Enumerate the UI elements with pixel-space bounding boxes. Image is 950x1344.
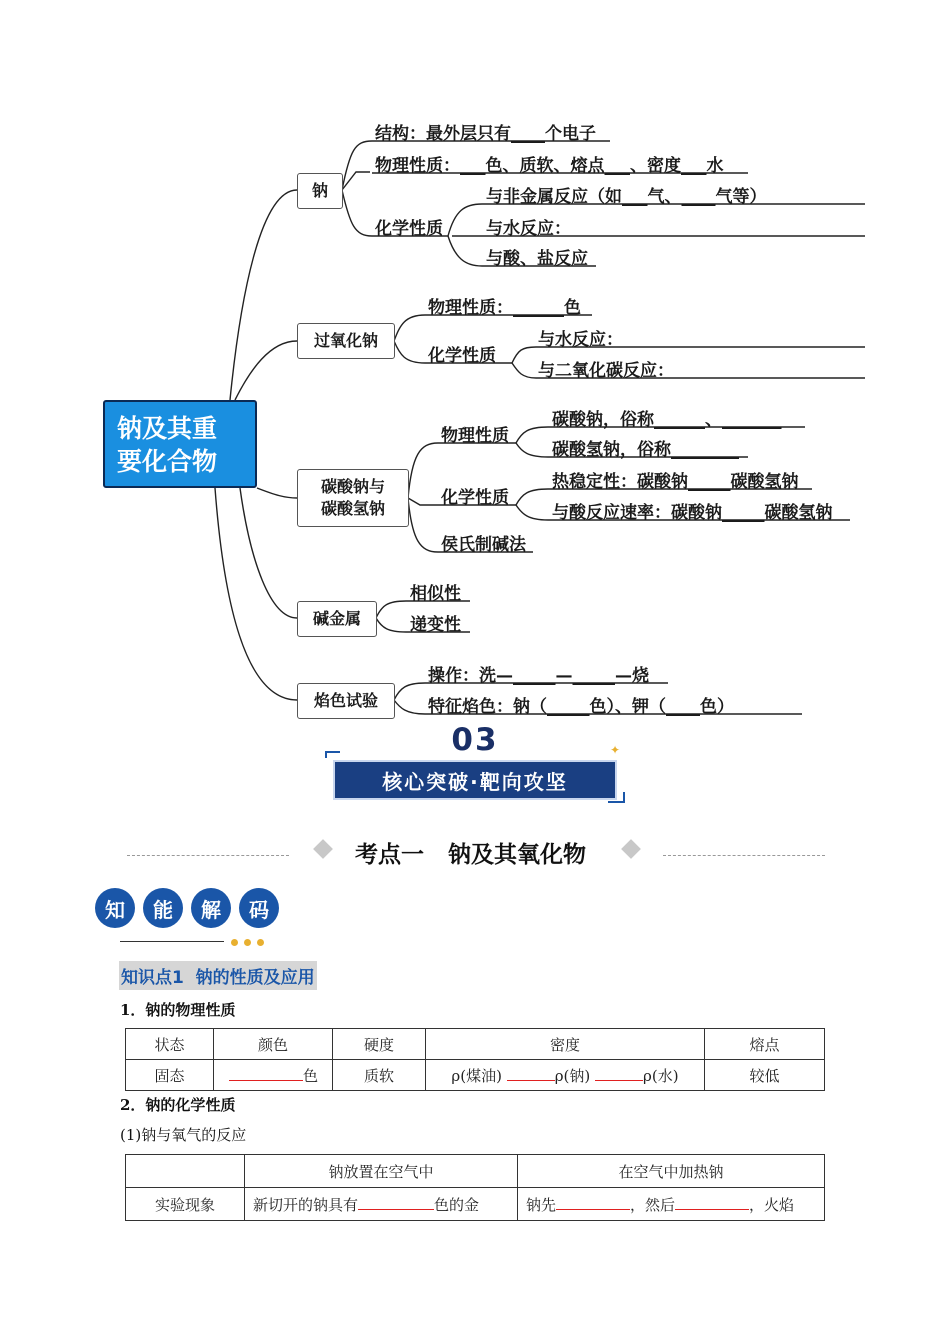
cell-density: [426, 1060, 705, 1091]
kaodian-right-rule: [663, 855, 825, 856]
badge-ma: 码: [239, 888, 279, 928]
node-na-label: 钠: [311, 181, 328, 200]
physical-properties-table: [125, 1028, 825, 1091]
node-carbonate: [297, 469, 409, 527]
density-water: ρ(水): [643, 1066, 679, 1085]
oxygen-reaction-table: [125, 1154, 825, 1221]
badge-dot: [257, 939, 264, 946]
cell-in-air: [245, 1188, 518, 1221]
diamond-left-icon: [313, 839, 333, 859]
banner-title: 核心突破·靶向攻坚: [382, 769, 568, 794]
cell-color-suffix: 色: [302, 1066, 318, 1085]
node-na: [297, 173, 343, 209]
fill-blank[interactable]: [595, 1066, 643, 1081]
table-row: [126, 1155, 825, 1188]
flame-color: 特征焰色：钠（_____色）、钾（____色）: [428, 697, 734, 717]
row-label-phenomenon: 实验现象: [126, 1188, 245, 1221]
node-alkali-label: 碱金属: [312, 609, 361, 628]
carbonate-c2: 与酸反应速率：碳酸钠_____碳酸氢钠: [552, 503, 833, 523]
table-row: [126, 1029, 825, 1060]
cell-color: [214, 1060, 333, 1091]
badge-neng: 能: [143, 888, 183, 928]
header-heated: 在空气中加热钠: [518, 1155, 825, 1188]
carbonate-p2: 碳酸氢钠，俗称________: [552, 440, 739, 460]
carbonate-p1: 碳酸钠，俗称______、_______: [552, 410, 782, 430]
header-state: 状态: [126, 1029, 214, 1060]
density-sodium: ρ(钠): [554, 1066, 591, 1085]
node-carbonate-line2: 碳酸氢钠: [320, 499, 385, 518]
header-in-air: 钠放置在空气中: [245, 1155, 518, 1188]
cell-in-air-text-a: 新切开的钠具有: [253, 1195, 359, 1214]
na2o2-chemical: 化学性质: [428, 346, 496, 366]
na-chem-acid-salt: 与酸、盐反应: [486, 249, 588, 269]
fill-blank[interactable]: [507, 1066, 555, 1081]
header-empty: [126, 1155, 245, 1188]
mindmap-root: [103, 400, 257, 488]
banner-box: [333, 760, 617, 800]
badge-underline: [120, 941, 224, 942]
node-carbonate-line1: 碳酸钠与: [320, 477, 385, 496]
carbonate-physical: 物理性质: [441, 426, 509, 446]
cell-hardness: 质软: [333, 1060, 426, 1091]
alkali-similarity: 相似性: [410, 584, 461, 604]
node-na2o2-label: 过氧化钠: [313, 331, 378, 350]
header-density: 密度: [426, 1029, 705, 1060]
badge-zhi: 知: [95, 888, 135, 928]
knowledge-point-title: 知识点1 钠的性质及应用: [119, 961, 317, 990]
header-melting: 熔点: [705, 1029, 825, 1060]
kaodian-left-rule: [127, 855, 289, 856]
sparkle-icon: ✦: [610, 743, 621, 757]
cell-melting: 较低: [705, 1060, 825, 1091]
density-kerosene: ρ(煤油): [451, 1066, 502, 1085]
na2o2-physical: 物理性质：______色: [428, 298, 581, 318]
node-na2o2: [297, 323, 395, 359]
badge-jie: 解: [191, 888, 231, 928]
na2o2-co2: 与二氧化碳反应：: [538, 361, 674, 381]
root-label: 钠及其重要化合物: [117, 414, 218, 476]
badge-dot: [231, 939, 238, 946]
kaodian-title: 考点一 钠及其氧化物: [355, 842, 587, 868]
cell-in-air-text-b: 色的金: [434, 1195, 480, 1214]
header-color: 颜色: [214, 1029, 333, 1060]
alkali-trend: 递变性: [410, 615, 461, 635]
diamond-right-icon: [621, 839, 641, 859]
na-structure: 结构：最外层只有____个电子: [375, 124, 596, 144]
badge-dot: [244, 939, 251, 946]
flame-operation: 操作：洗—_____—_____—烧: [428, 666, 649, 686]
node-alkali: [297, 601, 377, 637]
section2-subheading: (1)钠与氧气的反应: [120, 1126, 247, 1144]
cell-heated-text-c: ，火焰: [749, 1195, 795, 1214]
section2-heading: 2．钠的化学性质: [120, 1096, 236, 1114]
section1-heading: 1．钠的物理性质: [120, 1001, 236, 1019]
fill-blank[interactable]: [556, 1195, 630, 1210]
table-row: [126, 1060, 825, 1091]
cell-state: 固态: [126, 1060, 214, 1091]
cell-heated-text-a: 钠先: [526, 1195, 557, 1214]
node-flame-label: 焰色试验: [313, 691, 378, 710]
cell-heated: [518, 1188, 825, 1221]
na-chem-water: 与水反应：: [486, 219, 571, 239]
na-chemical: 化学性质: [375, 219, 443, 239]
fill-blank[interactable]: [675, 1195, 749, 1210]
cell-heated-text-b: ，然后: [630, 1195, 676, 1214]
carbonate-hou: 侯氏制碱法: [441, 535, 526, 555]
table-row: [126, 1188, 825, 1221]
na-chem-nonmetal: 与非金属反应（如___气、____气等）: [486, 187, 767, 207]
fill-blank[interactable]: [229, 1066, 303, 1081]
carbonate-c1: 热稳定性：碳酸钠_____碳酸氢钠: [552, 472, 799, 492]
section-number: 03: [451, 722, 499, 758]
na-physical: 物理性质：___色、质软、熔点___、密度___水: [375, 156, 724, 176]
na2o2-water: 与水反应：: [538, 330, 623, 350]
header-hardness: 硬度: [333, 1029, 426, 1060]
node-flame: [297, 683, 395, 719]
fill-blank[interactable]: [358, 1195, 434, 1210]
carbonate-chemical: 化学性质: [441, 488, 509, 508]
